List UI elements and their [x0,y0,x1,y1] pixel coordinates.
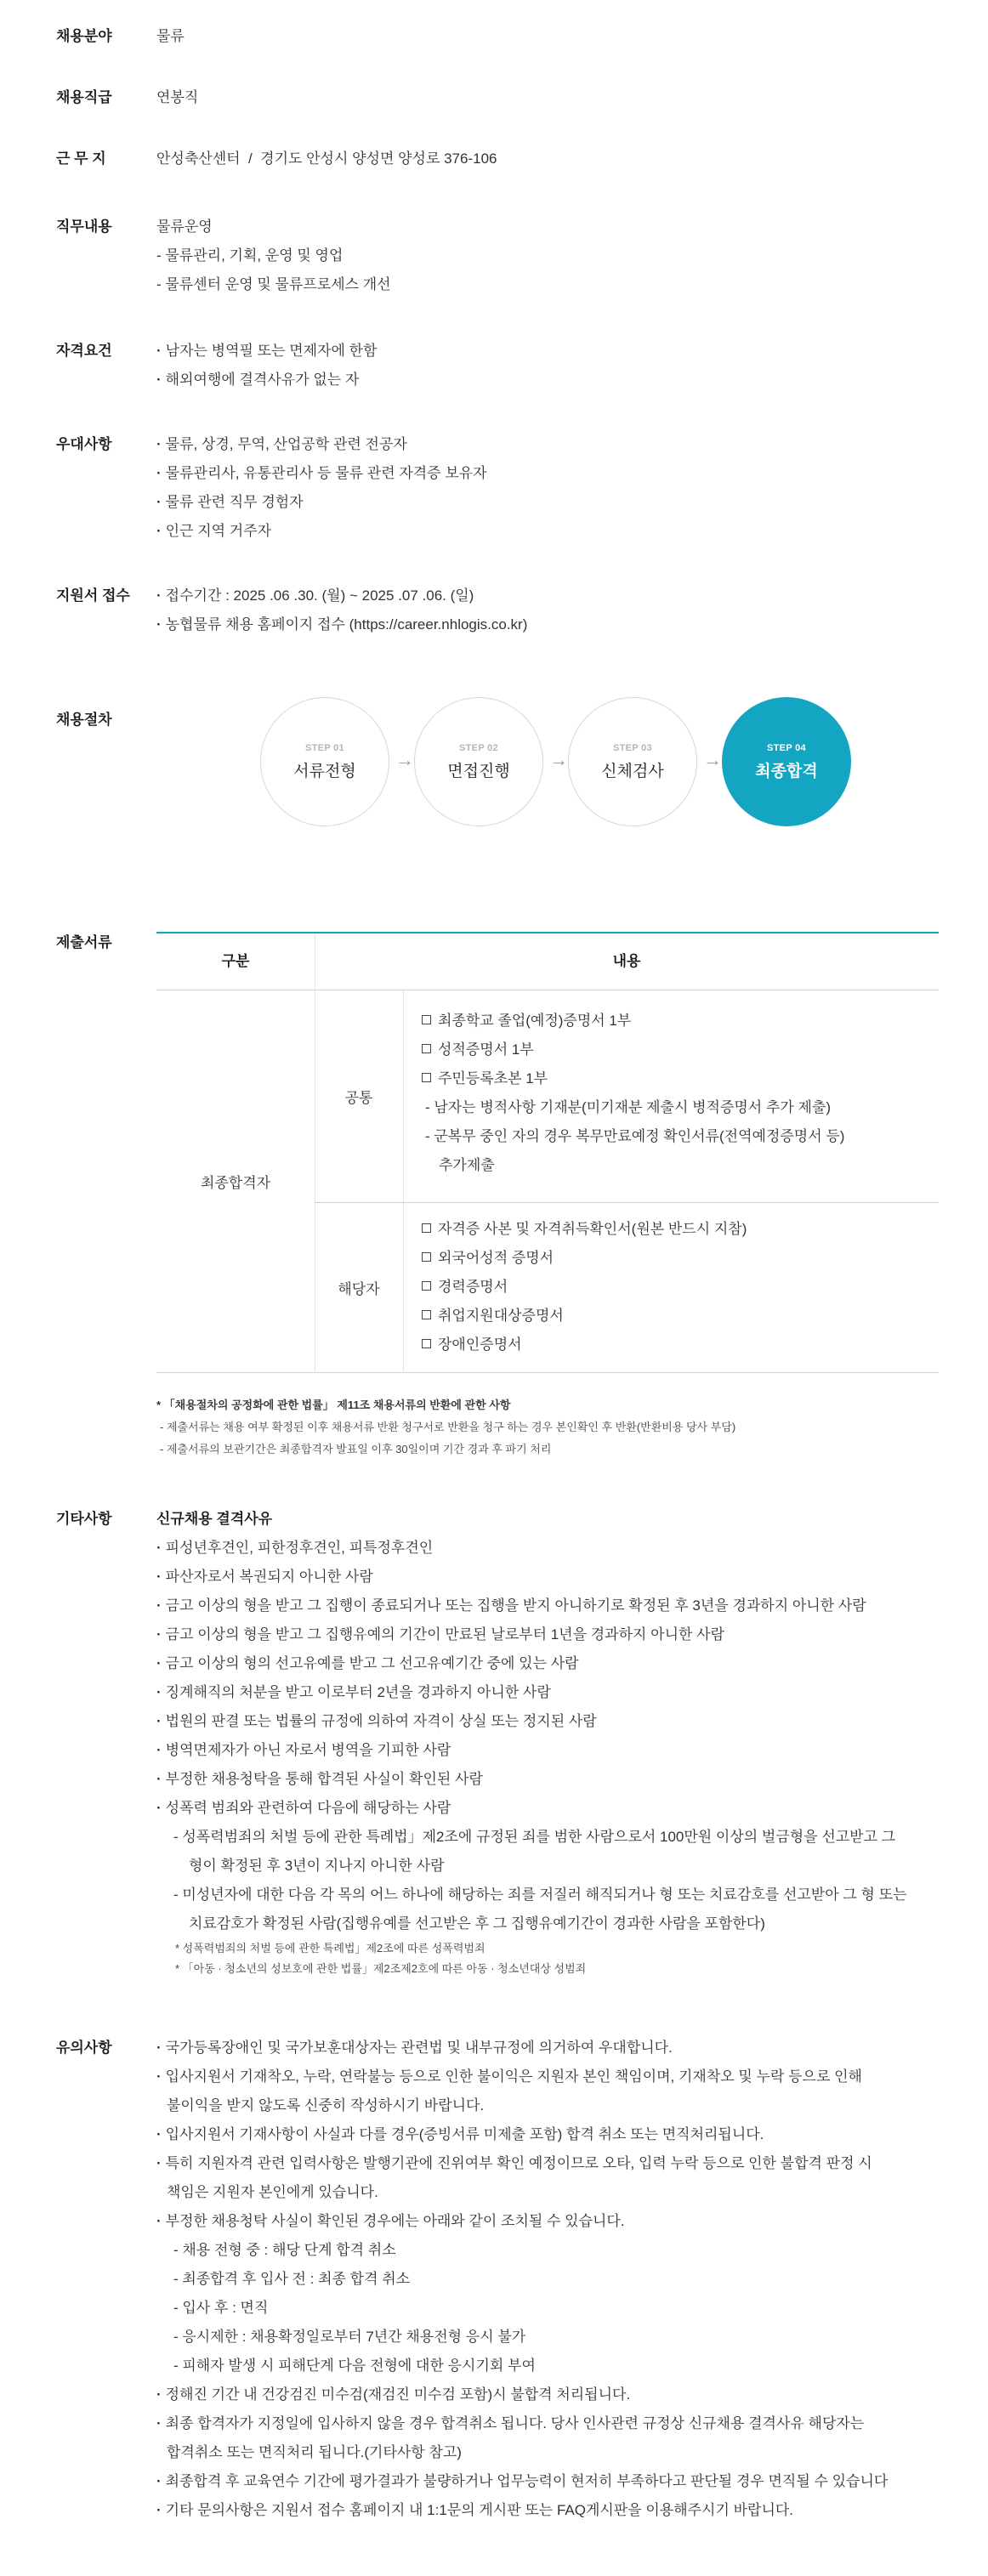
documents-note: - 제출서류의 보관기간은 최종합격자 발표일 이후 30일이며 기간 경과 후 파기 처리 [160,1443,552,1455]
doc-item: 외국어성적 증명서 [422,1244,939,1273]
notice-item: · 입사지원서 기재사항이 사실과 다를 경우(증빙서류 미제출 포함) 합격 취소 또는 면직처리됩니다. [156,2120,939,2149]
etc-item: · 파산자로서 복권되지 아니한 사람 [156,1563,939,1592]
preferences-item: · 물류, 상경, 무역, 산업공학 관련 전공자 [156,430,939,459]
etc-item: · 금고 이상의 형의 선고유예를 받고 그 선고유예기간 중에 있는 사람 [156,1649,939,1678]
application-site[interactable]: · 농협물류 채용 홈페이지 접수 (https://career.nhlogis.co.kr) [156,610,939,639]
table-header [156,933,939,990]
location-value: 안성축산센터 / 경기도 안성시 양성면 양성로 376-106 [156,150,497,167]
step-2 [414,697,543,826]
header-content: 내용 [612,953,641,969]
notice-item: · 최종 합격자가 지정일에 입사하지 않을 경우 합격취소 됩니다. 당사 인사관련 규정상 신규채용 결격사유 해당자는 [156,2409,939,2438]
arrow-right-icon: → [549,749,568,770]
qualifications-item: · 해외여행에 결격사유가 없는 자 [156,366,939,394]
step-number: STEP 03 [613,742,652,753]
application-label: 지원서 접수 [56,587,130,604]
table-bottom-border [315,1372,939,1373]
notice-label: 유의사항 [56,2040,112,2056]
position-label: 채용직급 [56,89,112,105]
notice-list [156,2034,939,2525]
etc-item: · 병역면제자가 아닌 자로서 병역을 기피한 사람 [156,1736,939,1765]
field-label: 채용분야 [56,28,112,44]
step-number: STEP 02 [459,742,498,753]
position-value: 연봉직 [156,89,199,105]
etc-sub-item: 치료감호가 확정된 사람(집행유예를 선고받은 후 그 집행유예기간이 경과한 사람을 포함한다) [189,1915,765,1932]
preferences-label: 우대사항 [56,436,112,452]
documents-label: 제출서류 [56,934,112,950]
doc-sub-item: - 군복무 중인 자의 경우 복무만료예정 확인서류(전역예정증명서 등) [425,1128,845,1144]
doc-item: 경력증명서 [422,1273,939,1302]
notice-sub-item: - 최종합격 후 입사 전 : 최종 합격 취소 [173,2271,411,2287]
step-number: STEP 04 [767,742,806,753]
etc-item: · 피성년후견인, 피한정후견인, 피특정후견인 [156,1534,939,1563]
etc-item: · 금고 이상의 형을 받고 그 집행이 종료되거나 또는 집행을 받지 아니하기로 확정된 후 3년을 경과하지 아니한 사람 [156,1592,939,1620]
etc-item: · 법원의 판결 또는 법률의 규정에 의하여 자격이 상실 또는 정지된 사람 [156,1707,939,1736]
process-label: 채용절차 [56,712,112,728]
notice-item: · 특히 지원자격 관련 입력사항은 발행기관에 진위여부 확인 예정이므로 오타, 입력 누락 등으로 인한 불합격 판정 시 [156,2149,939,2178]
etc-head: 신규채용 결격사유 [156,1511,273,1527]
doc-item: 장애인증명서 [422,1331,939,1359]
preferences-item: · 물류관리사, 유통관리사 등 물류 관련 자격증 보유자 [156,459,939,488]
step-3 [568,697,697,826]
etc-note: * 성폭력범죄의 처벌 등에 관한 특례법」제2조에 따른 성폭력범죄 [175,1942,485,1955]
notice-item: · 부정한 채용청탁 사실이 확인된 경우에는 아래와 같이 조치될 수 있습니다. [156,2207,939,2236]
applicable-docs [403,1203,939,1372]
notice-item: 불이익을 받지 않도록 신중히 작성하시기 바랍니다. [167,2097,485,2114]
step-name: 서류전형 [293,762,356,780]
etc-sub-item: 형이 확정된 후 3년이 지나지 아니한 사람 [189,1858,445,1874]
arrow-right-icon: → [395,749,414,770]
etc-item: · 성폭력 범죄와 관련하여 다음에 해당하는 사람 [156,1794,939,1823]
notice-sub-item: - 입사 후 : 면직 [173,2300,269,2316]
documents-table [156,932,939,1374]
sub-common: 공통 [315,990,404,1202]
duties-head: 물류운영 [156,218,213,235]
duties-label: 직무내용 [56,218,112,235]
duties-item: - 물류센터 운영 및 물류프로세스 개선 [156,276,391,292]
etc-item: · 부정한 채용청탁을 통해 합격된 사실이 확인된 사람 [156,1765,939,1794]
step-4 [722,697,851,826]
arrow-right-icon: → [703,749,722,770]
doc-item: 주민등록초본 1부 [422,1064,939,1093]
qualifications-item: · 남자는 병역필 또는 면제자에 한함 [156,337,939,366]
notice-item: 책임은 지원자 본인에게 있습니다. [167,2184,378,2200]
duties-item: - 물류관리, 기획, 운영 및 영업 [156,247,344,264]
documents-note: - 제출서류는 채용 여부 확정된 이후 채용서류 반환 청구서로 반환을 청구 하는 경우 본인확인 후 반환(반환비용 당사 부담) [160,1421,736,1433]
step-name: 신체검사 [601,762,664,780]
process-steps [260,697,838,833]
notice-item: · 입사지원서 기재착오, 누락, 연락불능 등으로 인한 불이익은 지원자 본인 책임이며, 기재착오 및 누락 등으로 인해 [156,2063,939,2091]
step-name: 최종합격 [755,762,818,780]
etc-label: 기타사항 [56,1511,112,1527]
preferences-item: · 물류 관련 직무 경험자 [156,488,939,517]
notice-item: · 정해진 기간 내 건강검진 미수검(재검진 미수검 포함)시 불합격 처리됩니다. [156,2380,939,2409]
step-1 [260,697,389,826]
preferences-item: · 인근 지역 거주자 [156,517,939,546]
step-number: STEP 01 [305,742,344,753]
notice-item: 합격취소 또는 면직처리 됩니다.(기타사항 참고) [167,2444,462,2460]
doc-item: 자격증 사본 및 자격취득확인서(원본 반드시 지참) [422,1215,939,1244]
step-name: 면접진행 [447,762,510,780]
doc-item: 최종학교 졸업(예정)증명서 1부 [422,1007,939,1036]
common-docs [403,990,939,1202]
doc-item: 성적증명서 1부 [422,1036,939,1064]
etc-sub-item: - 성폭력범죄의 처벌 등에 관한 특례법」제2조에 규정된 죄를 범한 사람으로서 100만원 이상의 벌금형을 선고받고 그 [173,1829,896,1845]
doc-sub-item: - 남자는 병적사항 기재분(미기재분 제출시 병적증명서 추가 제출) [425,1099,832,1115]
doc-sub-item: 추가제출 [439,1157,495,1173]
sub-applicable: 해당자 [315,1203,404,1372]
header-category: 구분 [156,933,315,990]
notice-item: · 최종합격 후 교육연수 기간에 평가결과가 불량하거나 업무능력이 현저히 부족하다고 판단될 경우 면직될 수 있습니다 [156,2467,939,2496]
doc-item: 취업지원대상증명서 [422,1302,939,1331]
etc-item: · 징계해직의 처분을 받고 이로부터 2년을 경과하지 아니한 사람 [156,1678,939,1707]
documents-note: * 「채용절차의 공정화에 관한 법률」 제11조 채용서류의 반환에 관한 사항 [156,1399,511,1411]
notice-item: · 기타 문의사항은 지원서 접수 홈페이지 내 1:1문의 게시판 또는 FAQ게시판을 이용해주시기 바랍니다. [156,2496,939,2525]
etc-item: · 금고 이상의 형을 받고 그 집행유예의 기간이 만료된 날로부터 1년을 경과하지 아니한 사람 [156,1620,939,1649]
field-value: 물류 [156,28,185,44]
location-label: 근 무 지 [56,150,106,167]
notice-sub-item: - 피해자 발생 시 피해단계 다음 전형에 대한 응시기회 부여 [173,2358,536,2374]
etc-sub-item: - 미성년자에 대한 다음 각 목의 어느 하나에 해당하는 죄를 저질러 해직되거나 형 또는 치료감호를 선고받아 그 형 또는 [173,1887,907,1903]
row-final-passers: 최종합격자 [156,990,315,1373]
etc-note: * 「아동 · 청소년의 성보호에 관한 법률」제2조제2호에 따른 아동 · 청소년대상 성범죄 [175,1962,587,1975]
notice-item: · 국가등록장애인 및 국가보훈대상자는 관련법 및 내부규정에 의거하여 우대합니다. [156,2034,939,2063]
notice-sub-item: - 채용 전형 중 : 해당 단계 합격 취소 [173,2242,396,2258]
application-period: · 접수기간 : 2025 .06 .30. (월) ~ 2025 .07 .06. (일) [156,582,939,610]
qualifications-label: 자격요건 [56,343,112,359]
notice-sub-item: - 응시제한 : 채용확정일로부터 7년간 채용전형 응시 불가 [173,2329,526,2345]
